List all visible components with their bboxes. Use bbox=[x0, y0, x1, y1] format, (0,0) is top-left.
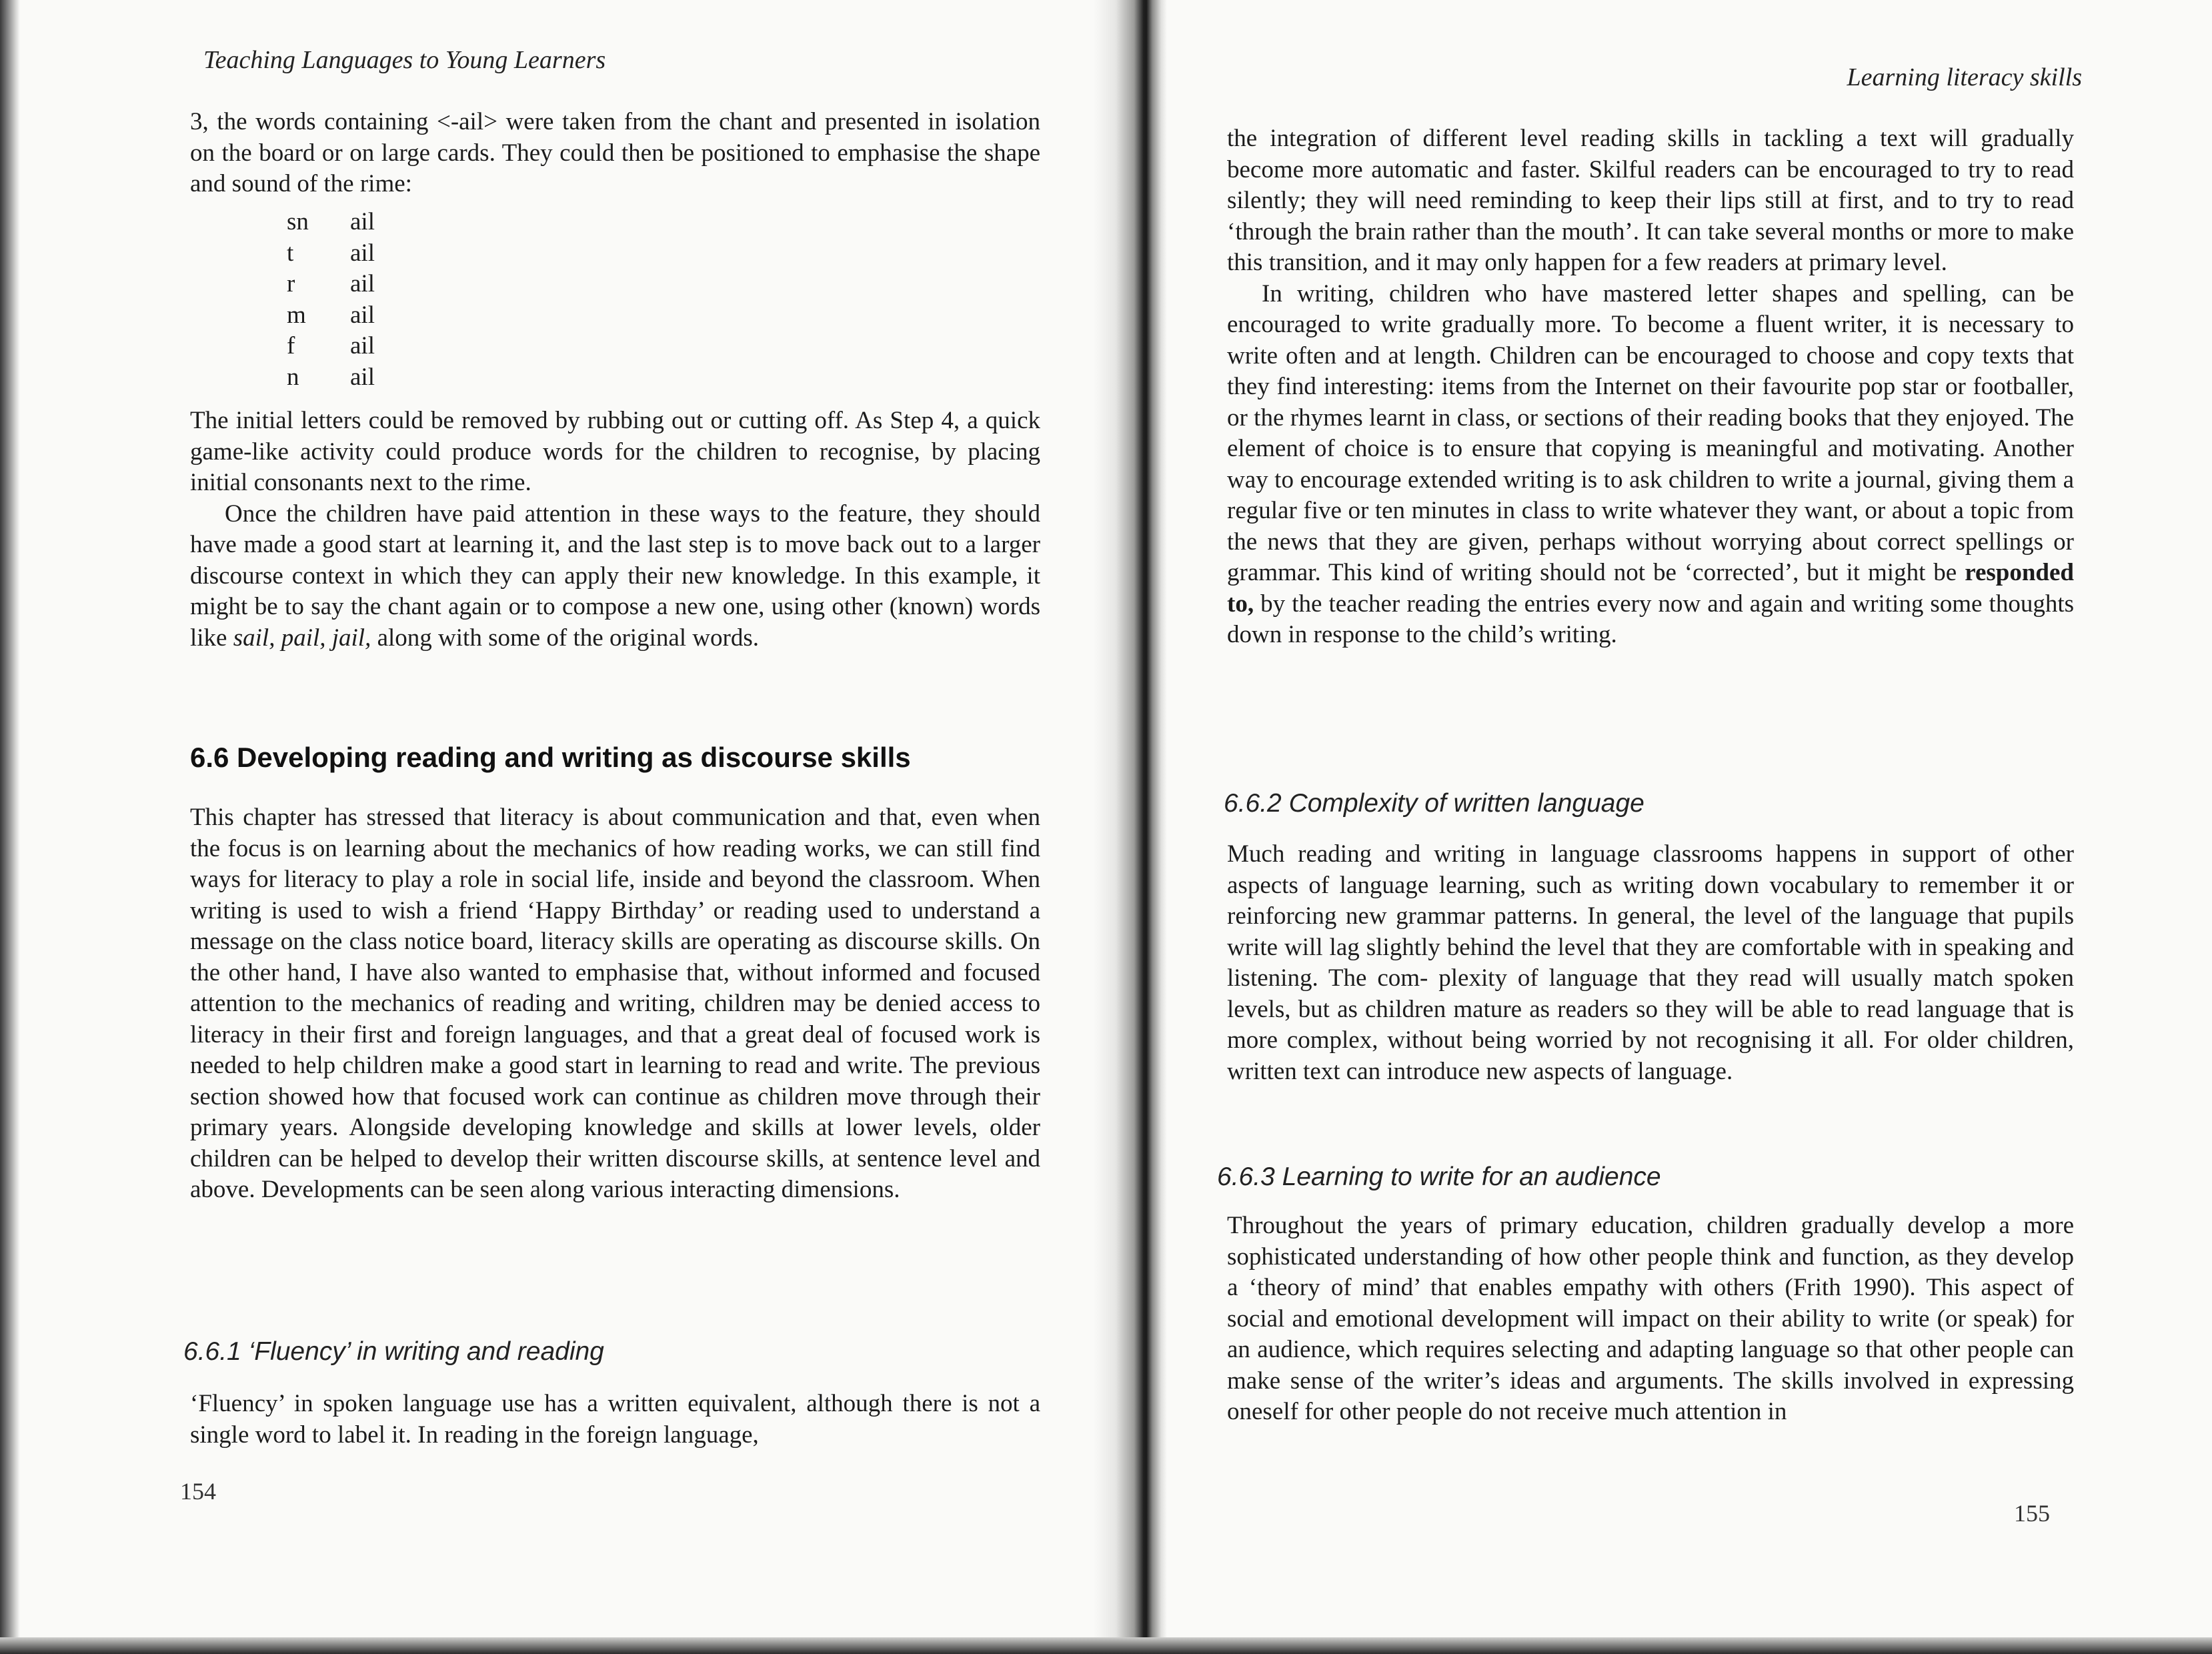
writing-paragraph-b: by the teacher reading the entries every now and again and writing some thoughts down in response to the child’s writing. bbox=[1227, 590, 2074, 648]
rime-row bbox=[287, 238, 375, 269]
after-table-text bbox=[190, 405, 1040, 654]
rime-table bbox=[287, 207, 375, 393]
subsection-heading-663: 6.6.3 Learning to write for an audience bbox=[1217, 1162, 1661, 1191]
writing-paragraph bbox=[1227, 279, 2074, 651]
rime-row bbox=[287, 207, 375, 238]
subsection-662-body bbox=[1227, 839, 2074, 1087]
rime-onset: n bbox=[287, 363, 299, 391]
section-paragraph: This chapter has stressed that literacy is about communication and that, even when the focus is on learning about the mechanics of how reading works, we can still find ways for literacy to play a role in social life, inside and beyond the classroom. When writing is used to wish a friend ‘Happy Birthday’ or reading used to understand a message on the class notice board, literacy skills are operating as discourse skills. On the other hand, I have also wanted to emphasise that, without informed and focused attention to the mechanics of reading and writing, children may be denied access to literacy in their first and foreign languages, and that a great deal of focused work is needed to help children make a good start in learning to read and write. The previous section showed how that focused work can continue as children move through their primary years. Alongside developing knowledge and skills at lower levels, older children can be helped to develop their written discourse skills, at sentence level and above. Developments can be seen along various interacting dimensions. bbox=[190, 804, 1040, 1203]
rime-onset: f bbox=[287, 332, 295, 359]
discourse-paragraph bbox=[190, 499, 1040, 654]
rime-ending: ail bbox=[350, 363, 375, 391]
page-number-right: 155 bbox=[2014, 1500, 2050, 1527]
responded-to-bold: responded to, bbox=[1227, 559, 2074, 618]
rime-ending: ail bbox=[350, 301, 375, 329]
intro-paragraph bbox=[190, 107, 1040, 200]
rime-row bbox=[287, 300, 375, 331]
book-gutter bbox=[1094, 0, 1167, 1654]
example-words: sail, pail, jail, bbox=[233, 624, 371, 652]
section-body bbox=[190, 802, 1040, 1206]
rime-ending: ail bbox=[350, 208, 375, 235]
rime-onset: r bbox=[287, 270, 295, 297]
subsection-heading-661: 6.6.1 ‘Fluency’ in writing and reading bbox=[183, 1337, 604, 1366]
after-table-paragraph: The initial letters could be removed by rubbing out or cutting off. As Step 4, a quick game-like activity could produce words for the children to recognise, by placing initial consonants next to the rime. bbox=[190, 407, 1040, 496]
discourse-paragraph-b: along with some of the original words. bbox=[371, 624, 759, 652]
subsection-663-body bbox=[1227, 1210, 2074, 1428]
section-heading: 6.6 Developing reading and writing as discourse skills bbox=[190, 742, 911, 773]
subsection-heading-662: 6.6.2 Complexity of written language bbox=[1224, 789, 1644, 818]
rime-ending: ail bbox=[350, 239, 375, 267]
rime-onset: t bbox=[287, 239, 294, 267]
intro-paragraph-text: 3, the words containing <-ail> were taken from the chant and presented in isolation on the board or on large cards. They could then be positioned to emphasise the shape and sound of the rime: bbox=[190, 108, 1040, 197]
continued-paragraph: the integration of different level reading skills in tackling a text will gradually become more automatic and faster. Skilful readers can be encouraged to try to read silently; they will need reminding to keep their lips still at first, and to try to read ‘through the brain rather than the mouth’. It can take several months or more to make this transition, and it may only happen for a few readers at primary level. bbox=[1227, 125, 2074, 276]
rime-row bbox=[287, 362, 375, 393]
page-number-left: 154 bbox=[180, 1478, 216, 1505]
rime-onset: m bbox=[287, 301, 306, 329]
page-edge-shadow bbox=[0, 0, 20, 1654]
right-page bbox=[1124, 0, 2212, 1654]
right-body-top bbox=[1227, 123, 2074, 651]
writing-paragraph-a: In writing, children who have mastered letter shapes and spelling, can be encouraged to write gradually more. To become a fluent writer, it is necessary to write often and at length. Children can be encouraged to choose and copy texts that they find interesting: items from the Internet on their favourite pop star or footballer, or the rhymes learnt in class, or sections of their reading books that they enjoyed. The element of choice is to ensure that copying is meaningful and motivating. Another way to encourage extended writing is to ask children to write a journal, giving them a regular five or ten minutes in class to write whatever they want, or about a topic from the news that they are given, perhaps without worrying about correct spellings or grammar. This kind of writing should not be ‘corrected’, but it might be bbox=[1227, 279, 2074, 586]
rime-ending: ail bbox=[350, 270, 375, 297]
discourse-paragraph-a: Once the children have paid attention in these ways to the feature, they should have made a good start at learning it, and the last step is to move back out to a larger discourse context in which they can apply their new knowledge. In this example, it might be to say the chant again or to compose a new one, using other (known) words like bbox=[190, 500, 1040, 652]
subsection-663-paragraph: Throughout the years of primary education, children gradually develop a more sophisticated understanding of how other people think and function, as they develop a ‘theory of mind’ that enables empathy with others (Frith 1990). This aspect of social and emotional development will impact on their ability to write (or speak) for an audience, which requires selecting and adapting language so that other people can make sense of the writer’s ideas and arguments. The skills involved in expressing oneself for other people do not receive much attention in bbox=[1227, 1212, 2074, 1425]
running-head-left: Teaching Languages to Young Learners bbox=[203, 46, 606, 74]
rime-ending: ail bbox=[350, 332, 375, 359]
rime-onset: sn bbox=[287, 208, 309, 235]
subsection-661-body bbox=[190, 1389, 1040, 1451]
rime-row bbox=[287, 331, 375, 362]
subsection-662-paragraph: Much reading and writing in language classrooms happens in support of other aspects of language learning, such as writing down vocabulary to remember it or reinforcing new grammar patterns. In general, the level of the language that pupils write will lag slightly behind the level that they are comfortable with in speaking and listening. The com- plexity of language that they read will usually match spoken levels, but as children mature as readers so they will be able to read language that is more complex, without being worried by not recognising it all. For older children, written text can introduce new aspects of language. bbox=[1227, 840, 2074, 1085]
scan-bottom-edge bbox=[0, 1637, 2212, 1654]
rime-row bbox=[287, 269, 375, 300]
running-head-right: Learning literacy skills bbox=[1847, 63, 2082, 91]
subsection-661-paragraph: ‘Fluency’ in spoken language use has a written equivalent, although there is not a single word to label it. In reading in the foreign language, bbox=[190, 1390, 1040, 1449]
